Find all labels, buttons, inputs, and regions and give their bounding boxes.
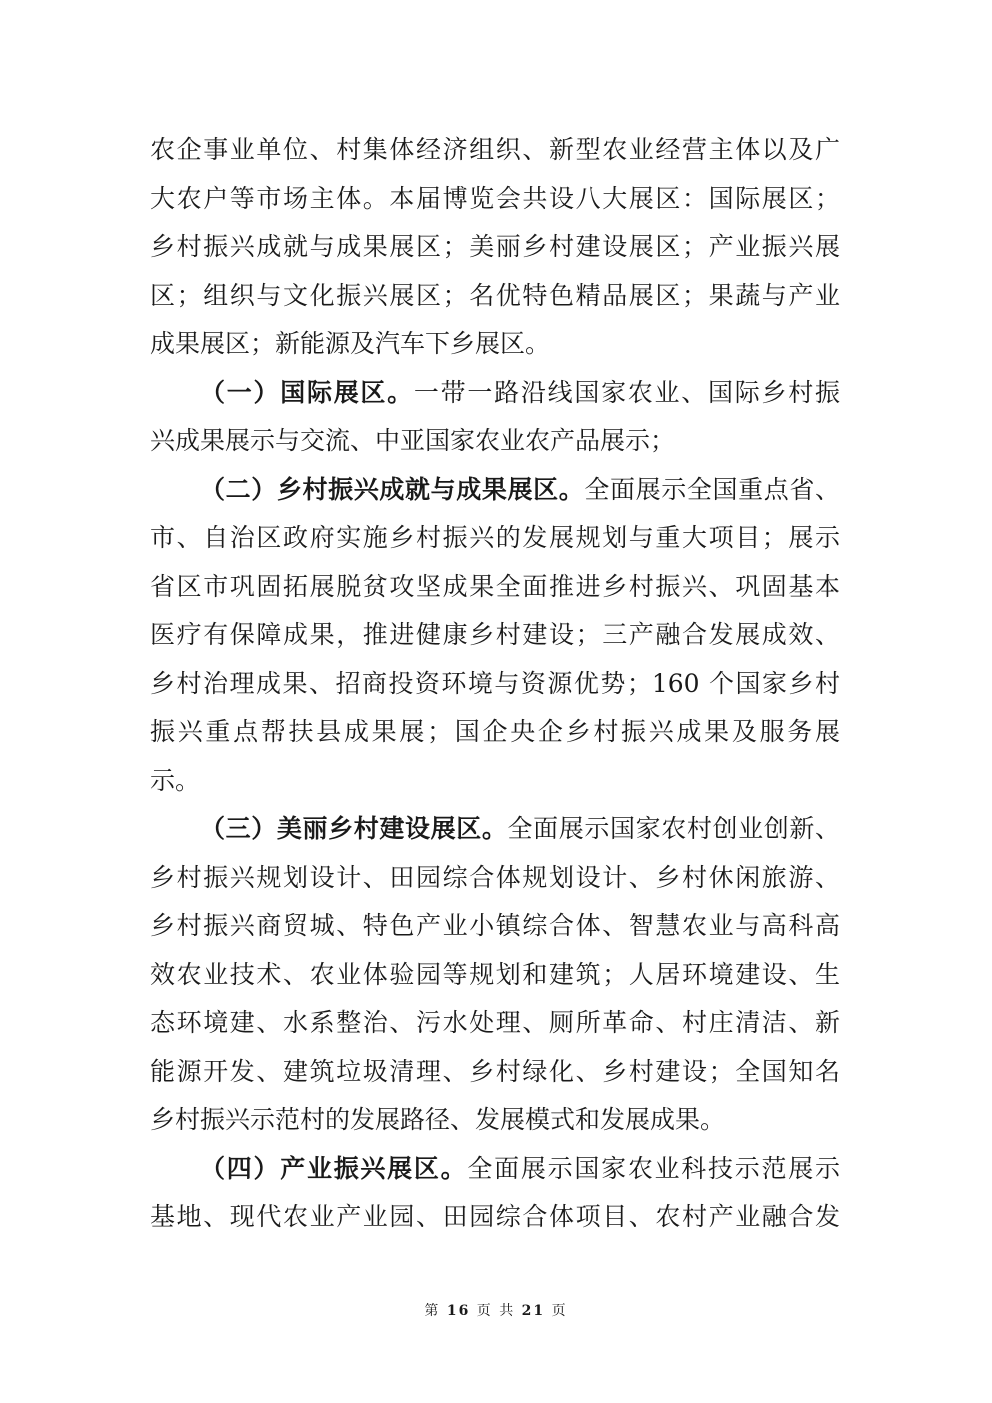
section-3-line: 效农业技术、农业体验园等规划和建筑；人居环境建设、生 bbox=[150, 959, 840, 989]
section-4-line: 基地、现代农业产业园、田园综合体项目、农村产业融合发 bbox=[150, 1202, 840, 1231]
section-2-line: 振兴重点帮扶县成果展；国企央企乡村振兴成果及服务展 bbox=[150, 717, 840, 746]
section-2-line: 示。 bbox=[150, 765, 201, 795]
section-1-heading: （一）国际展区。 bbox=[200, 377, 414, 407]
intro-line: 区；组织与文化振兴展区；名优特色精品展区；果蔬与产业 bbox=[150, 280, 840, 310]
footer-suffix: 页 bbox=[551, 1303, 568, 1319]
footer-middle: 页 共 bbox=[476, 1303, 516, 1319]
section-3-line: 乡村振兴商贸城、特色产业小镇综合体、智慧农业与高科高 bbox=[150, 911, 840, 940]
section-2-first-line bbox=[150, 466, 840, 515]
section-4-text: 全面展示国家农业科技示范展示 bbox=[467, 1153, 840, 1183]
section-4-heading: （四）产业振兴展区。 bbox=[200, 1153, 468, 1183]
section-2-heading: （二）乡村振兴成就与成果展区。 bbox=[200, 474, 585, 504]
section-2-line: 医疗有保障成果，推进健康乡村建设；三产融合发展成效、 bbox=[150, 620, 840, 649]
intro-line: 成果展区；新能源及汽车下乡展区。 bbox=[150, 329, 551, 358]
section-1-line: 兴成果展示与交流、中亚国家农业农产品展示； bbox=[150, 426, 676, 455]
footer-page-number: 16 bbox=[446, 1303, 471, 1319]
section-3-line: 态环境建、水系整治、污水处理、厕所革命、村庄清洁、新 bbox=[150, 1008, 840, 1037]
section-3-line: 能源开发、建筑垃圾清理、乡村绿化、乡村建设；全国知名 bbox=[150, 1056, 840, 1086]
section-1-text: 一带一路沿线国家农业、国际乡村振 bbox=[413, 377, 840, 407]
section-2-line: 市、自治区政府实施乡村振兴的发展规划与重大项目；展示 bbox=[150, 523, 840, 552]
page-footer bbox=[0, 1300, 992, 1320]
section-3-line: 乡村振兴示范村的发展路径、发展模式和发展成果。 bbox=[150, 1105, 726, 1134]
section-3-first-line bbox=[150, 805, 840, 854]
footer-total-pages: 21 bbox=[521, 1303, 546, 1319]
section-3-heading: （三）美丽乡村建设展区。 bbox=[200, 814, 508, 843]
section-2-line: 乡村治理成果、招商投资环境与资源优势；160 个国家乡村 bbox=[150, 668, 840, 698]
section-3-text: 全面展示国家农村创业创新、 bbox=[507, 814, 840, 843]
intro-line: 大农户等市场主体。本届博览会共设八大展区：国际展区； bbox=[150, 183, 840, 213]
section-4-first-line bbox=[150, 1145, 840, 1194]
section-2-text: 全面展示全国重点省、 bbox=[584, 474, 840, 504]
document-body bbox=[150, 126, 840, 1242]
footer-prefix: 第 bbox=[424, 1303, 441, 1319]
intro-line: 农企事业单位、村集体经济组织、新型农业经营主体以及广 bbox=[150, 135, 840, 164]
section-2-line: 省区市巩固拓展脱贫攻坚成果全面推进乡村振兴、巩固基本 bbox=[150, 571, 840, 601]
section-1-first-line bbox=[150, 369, 840, 418]
intro-line: 乡村振兴成就与成果展区；美丽乡村建设展区；产业振兴展 bbox=[150, 232, 840, 261]
section-3-line: 乡村振兴规划设计、田园综合体规划设计、乡村休闲旅游、 bbox=[150, 862, 840, 892]
